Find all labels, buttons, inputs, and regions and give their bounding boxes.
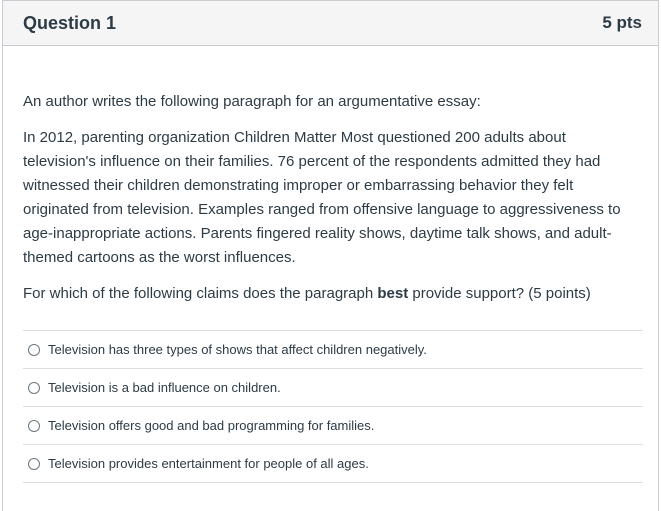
prompt-text-before: For which of the following claims does the paragraph bbox=[23, 285, 378, 302]
question-card bbox=[2, 0, 659, 511]
answer-option-2[interactable] bbox=[23, 369, 643, 407]
question-body bbox=[3, 90, 658, 483]
radio-button[interactable] bbox=[28, 344, 40, 356]
prompt-text-after: provide support? (5 points) bbox=[408, 285, 591, 302]
answer-option-4[interactable] bbox=[23, 445, 643, 483]
answer-label: Television provides entertainment for people of all ages. bbox=[48, 456, 369, 471]
question-points: 5 pts bbox=[602, 13, 642, 32]
prompt-intro: An author writes the following paragraph for an argumentative essay: bbox=[23, 93, 481, 110]
answer-list bbox=[23, 330, 643, 483]
answer-option-3[interactable] bbox=[23, 407, 643, 445]
answer-option-1[interactable] bbox=[23, 331, 643, 369]
prompt-emphasis: best bbox=[377, 285, 409, 302]
radio-button[interactable] bbox=[28, 420, 40, 432]
prompt-paragraph: In 2012, parenting organization Children Matter Most questioned 200 adults about television's influence on their families. 76 percent of the respondents admitted they had witnessed their children demonstrating improper or embarrassing behavior they felt originated from television. Examples ranged from offensive language to aggressiveness to age-inappropriate actions. Parents fingered reality shows, daytime talk shows, and adult-themed cartoons as the worst influences. bbox=[23, 129, 621, 266]
question-header bbox=[3, 1, 658, 46]
answer-label: Television is a bad influence on children. bbox=[48, 380, 281, 395]
question-title: Question 1 bbox=[23, 12, 117, 33]
prompt-question bbox=[23, 282, 638, 306]
answer-label: Television has three types of shows that affect children negatively. bbox=[48, 342, 427, 357]
radio-button[interactable] bbox=[28, 382, 40, 394]
radio-button[interactable] bbox=[28, 458, 40, 470]
answer-label: Television offers good and bad programming for families. bbox=[48, 418, 375, 433]
